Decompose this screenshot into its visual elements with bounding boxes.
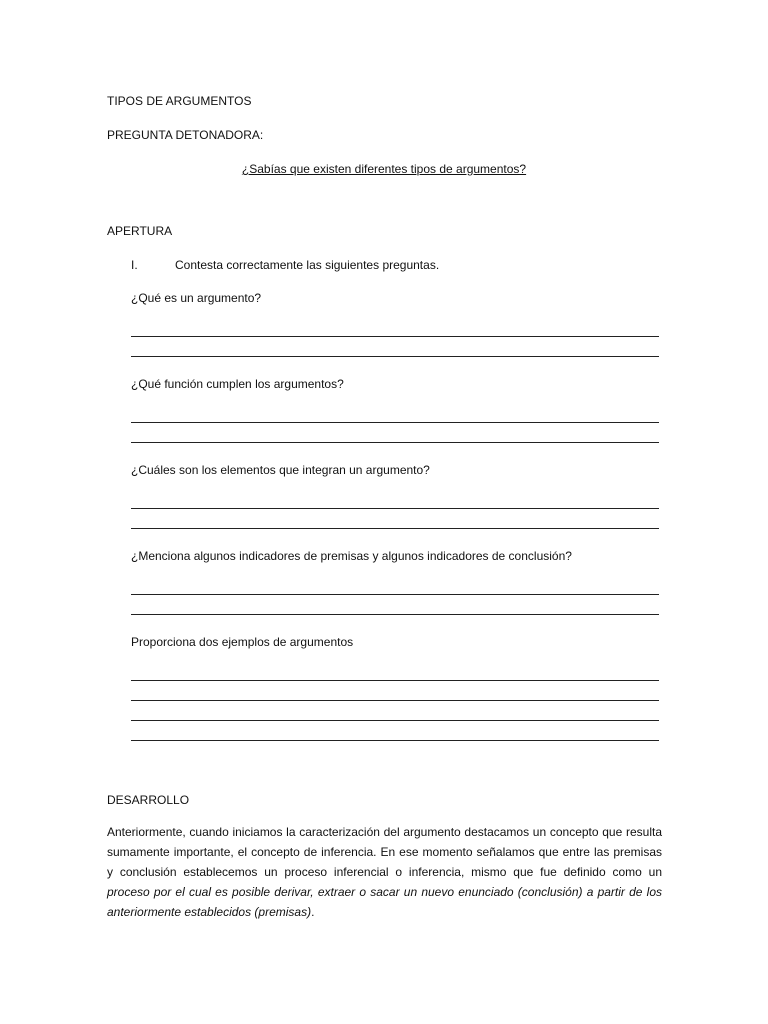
desarrollo-paragraph (107, 822, 662, 922)
desarrollo-heading: DESARROLLO (107, 793, 190, 807)
answer-line (131, 422, 659, 423)
question-5: Proporciona dos ejemplos de argumentos (131, 635, 354, 649)
instruction-number: I. (131, 258, 138, 272)
paragraph-end: . (311, 905, 315, 919)
question-1: ¿Qué es un argumento? (131, 291, 262, 305)
answer-line (131, 720, 659, 721)
answer-line (131, 356, 659, 357)
answer-line (131, 442, 659, 443)
answer-line (131, 336, 659, 337)
document-title: TIPOS DE ARGUMENTOS (107, 94, 252, 108)
answer-line (131, 740, 659, 741)
prompt-question: ¿Sabías que existen diferentes tipos de argumentos? (241, 162, 527, 176)
answer-line (131, 594, 659, 595)
question-4: ¿Menciona algunos indicadores de premisas y algunos indicadores de conclusión? (131, 549, 572, 563)
question-3: ¿Cuáles son los elementos que integran un argumento? (131, 463, 430, 477)
paragraph-text: Anteriormente, cuando iniciamos la caracterización del argumento destacamos un concepto que resulta sumamente importante, el concepto de inferencia. En ese momento señalamos que entre las premisas y conclusión establecemos un proceso inferencial o inferencia, mismo que fue definido como un (107, 825, 662, 879)
answer-line (131, 528, 659, 529)
answer-line (131, 614, 659, 615)
answer-line (131, 700, 659, 701)
question-2: ¿Qué función cumplen los argumentos? (131, 377, 344, 391)
answer-line (131, 680, 659, 681)
answer-line (131, 508, 659, 509)
instruction-text: Contesta correctamente las siguientes preguntas. (175, 258, 440, 272)
apertura-heading: APERTURA (107, 224, 173, 238)
paragraph-italic-definition: proceso por el cual es posible derivar, extraer o sacar un nuevo enunciado (conclusión) a partir de los anteriormente establecidos (premisas) (107, 885, 662, 919)
prompt-label: PREGUNTA DETONADORA: (107, 128, 264, 142)
